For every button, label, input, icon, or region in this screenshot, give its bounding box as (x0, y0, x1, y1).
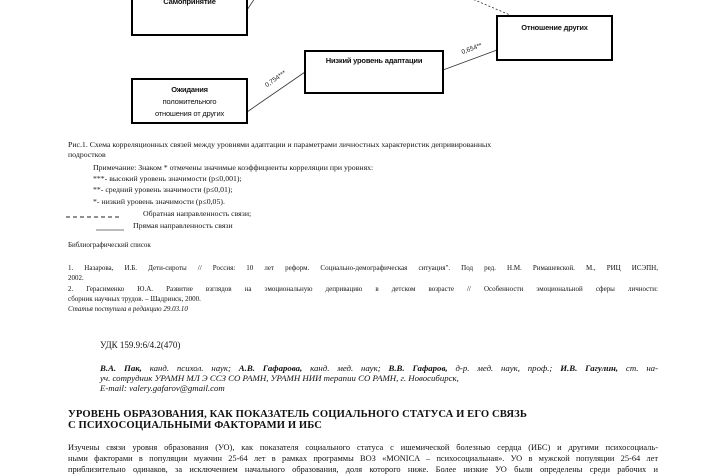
correlation-diagram (0, 0, 710, 130)
abstract-line1: Изучены связи уровня образования (УО), как показателя социального статуса с ишемической болезнью сердца (ИБС) и другими психосоциаль- (68, 443, 658, 452)
authors-line1 (100, 363, 658, 373)
udc-code: УДК 159.9:6/4.2(470) (100, 340, 181, 350)
bibliography-heading: Библиографический список (68, 241, 151, 249)
bib-item-2-line1: 2. Герасименко Ю.А. Развитие взглядов на эмоциональную депривацию в детском возрасте // Особенности эмоциональной сферы личности: (68, 285, 658, 293)
bibliography-item-1 (68, 263, 658, 283)
caption-note: Примечание: Знаком * отмечены значимые коэффициенты корреляции при уровнях: (93, 163, 374, 172)
significance-high: ***- высокий уровень значимости (р≤0,001); (93, 174, 242, 183)
significance-mid: **- средний уровень значимости (р≤0,01); (93, 185, 233, 194)
bib-item-1-line2: 2002. (68, 274, 84, 282)
node-label-line1: Ожидания (171, 85, 208, 94)
author-gagulin: И.В. Гагулин, (560, 363, 619, 373)
node-self-acceptance (131, 0, 248, 36)
article-abstract (68, 442, 658, 475)
abstract-line3: приблизительно одинаков, за исключением начального образования, доля которого ниже. Более низкие УО были определены среди рабочих и (68, 465, 658, 474)
author-gafarov: В.В. Гафаров, (388, 363, 448, 373)
bib-item-2-line2: сборник научных трудов. – Шадринск, 2000. (68, 295, 201, 303)
correlation-label-0754: 0,754*** (263, 69, 288, 89)
connector-self-acceptance (247, 0, 255, 10)
connector-dashed-others (470, 0, 510, 15)
article-title-line1: УРОВЕНЬ ОБРАЗОВАНИЯ, КАК ПОКАЗАТЕЛЬ СОЦИАЛЬНОГО СТАТУСА И ЕГО СВЯЗЬ (68, 409, 527, 420)
node-label: Низкий уровень адаптации (325, 56, 423, 65)
node-label: Самопринятие (163, 0, 216, 6)
figure-caption-line2: подростков (68, 150, 106, 159)
author-email[interactable]: E-mail: valery.gafarov@gmail.com (100, 383, 225, 393)
authors-line2: уч. сотрудник УРАМН МЛ Э ССЗ СО РАМН, УРАМН НИИ терапии СО РАМН, г. Новосибирск, (100, 373, 459, 383)
author-pak-title: канд. психол. наук; (141, 363, 239, 373)
node-low-adaptation (304, 50, 444, 94)
abstract-line2: ными факторами в популяции мужчин 25-64 лет в рамках программы ВОЗ «MONICA – психосоциальная». УО в мужской популяции 25-64 лет (68, 454, 658, 463)
node-label-line2: положительного (162, 97, 217, 106)
author-gagulin-title: ст. на- (618, 363, 659, 373)
legend-solid-label: Прямая направленность связи (133, 221, 233, 230)
received-date: Статья поступила в редакцию 29.03.10 (68, 305, 188, 313)
node-others-attitude (496, 15, 613, 61)
node-expectations (131, 78, 248, 124)
bib-item-1-line1: 1. Назарова, И.Б. Дети-сироты // Россия: 10 лет реформ. Социально-демографическая ситуация". Под ред. Н.М. Римашевской. М., РИЦ ИСЭПН, (68, 264, 658, 272)
figure-caption-line1: Рис.1. Схема корреляционных связей между уровнями адаптации и параметрами личностных характеристик депривированных (68, 140, 492, 149)
node-label-line3: отношения от других (154, 109, 225, 118)
significance-low: *- низкий уровень значимости (р≤0,05). (93, 197, 225, 206)
legend-line-samples (66, 212, 126, 232)
article-title-line2: С ПСИХОСОЦИАЛЬНЫМИ ФАКТОРАМИ И ИБС (68, 420, 323, 431)
author-gafarova: А.В. Гафарова, (238, 363, 303, 373)
authors-block (100, 363, 658, 393)
bibliography-item-2 (68, 284, 658, 304)
legend-dashed-label: Обратная направленность связи; (143, 209, 252, 218)
author-pak: В.А. Пак, (100, 363, 142, 373)
author-gafarova-title: канд. мед. наук; (302, 363, 389, 373)
node-label: Отношение других (521, 23, 588, 32)
correlation-label-0654: 0,654** (460, 42, 484, 56)
author-gafarov-title: д-р. мед. наук, проф.; (447, 363, 561, 373)
